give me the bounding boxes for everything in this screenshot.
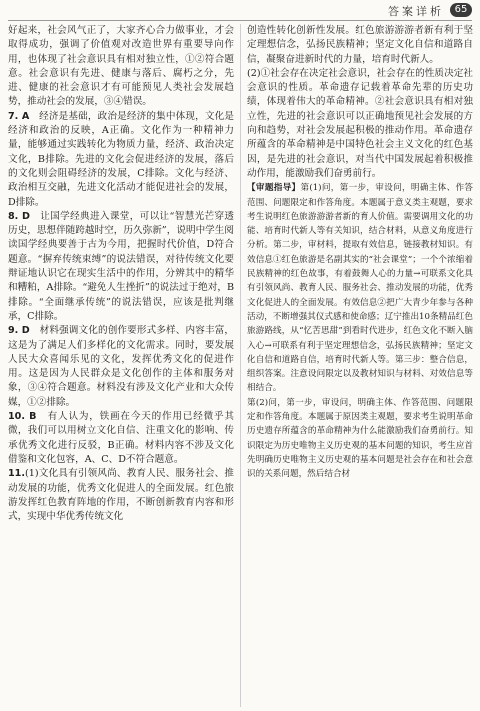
answer-text: (1)文化具有引领风尚、教育人民、服务社会、推动发展的功能，优秀文化促进人的全面发展。红色旅游发挥红色教育阵地的作用，不断创新教育内容和形式，实现中华优秀传统文化 <box>8 468 234 523</box>
header-title: 答案详析 <box>388 5 444 18</box>
answer-number: 11. <box>8 468 25 480</box>
paragraph-continued: 好起来，社会风气正了，大家齐心合力做事业，才会取得成功，强调了价值观对改造世界有重要导向作用，也体现了社会意识具有相对独立性，①②符合题意。社会意识有先进、健康与落后、腐朽之分，先进、健康的社会意识才有可能预见人类社会发展趋势，推动社会的发展，③④错误。 <box>8 25 234 108</box>
answer-7 <box>8 110 234 210</box>
left-column <box>8 24 234 707</box>
answer-9 <box>8 324 234 410</box>
paragraph-continued: 创造性转化创新性发展。红色旅游游游者新有利于坚定理想信念，弘扬民族精神；坚定文化自信和道路自信，凝聚奋进新时代的力量，培育时代新人。 <box>247 25 473 65</box>
answer-text: 经济是基础，政治是经济的集中体现，文化是经济和政治的反映，A正确。文化作为一种精神力量，能够通过实践转化为物质力量，经济、政治决定文化，B排除。先进的文化会促进经济的发展，落后的文化则会阻碍经济的发展，C排除。文化与经济、政治相互交融，先进文化活动才能促进社会的发展，D排除。 <box>8 110 234 208</box>
header-rule <box>8 20 472 21</box>
answer-11 <box>8 467 234 524</box>
answer-10 <box>8 410 234 467</box>
right-column <box>247 24 473 707</box>
review-guidance <box>247 181 473 395</box>
answer-number: 9. D <box>8 325 30 337</box>
answer-number: 10. B <box>8 411 37 423</box>
answer-text: 材料强调文化的创作要形式多样、内容丰富，这是为了满足人们多样化的文化需求。同时，要发展人民大众喜闻乐见的文化，发挥优秀文化的促进作用。这是因为人民群众是文化创作的主体和服务对象，③④符合题意。材料没有涉及文化产业和大众传媒，①②排除。 <box>8 325 234 408</box>
answer-text: 有人认为，铁画在今天的作用已经微乎其微，我们可以用树立文化自信、注重文化的影响、传承优秀文化进行反驳，B正确。材料内容不涉及文化借鉴和文化包容，A、C、D不符合题意。 <box>8 411 234 465</box>
column-divider <box>240 24 241 707</box>
answer-number: 7. A <box>8 110 30 122</box>
review-guidance-text: 第(1)问，第一步，审设问，明确主体、作答范围、问题限定和作答角度。本题属于意义类主观题，要求考生说明红色旅游游游者新的育人价值。需要调用文化的功能、培育时代新人等有关知识，结合材料，从意义角度进行分析。第二步，审材料，提取有效信息，链接教材知识。有效信息①红色旅游是名副其实的“社会课堂”；一个个浓缩着民族精神的红色故事，有着鼓舞人心的力量→可联系文化具有引领风尚、教育人民、服务社会、推动发展的功能，优秀文化促进人的全面发展。有效信息②把广大青少年参与各种活动，不断增强其仪式感和使命感；辽宁推出10条精品红色旅游路线，从“忆苦思甜”到看时代进步，红色文化不断入脑入心→可联系有利于坚定理想信念，弘扬民族精神；坚定文化自信和道路自信，培育时代新人等。第三步：整合信息，组织答案。注意设问限定以及教材知识与材料、对效信息等相结合。 <box>247 183 473 394</box>
page-header <box>0 0 480 22</box>
review-guidance-part-2: 第(2)问，第一步，审设问，明确主体、作答范围、问题限定和作答角度。本题属于原因类主观题，要求考生说明革命历史遗存所蕴含的革命精神为什么能激励我们奋勇前行。知识限定为历史唯物主义历史观的基本问题的知识，考生应首先明确历史唯物主义历史观的基本问题是社会存在和社会意识的关系问题，然后结合材 <box>247 397 473 480</box>
page-number-badge: 65 <box>450 3 472 17</box>
answer-number: 8. D <box>8 210 30 222</box>
answer-11-part-2: (2)①社会存在决定社会意识，社会存在的性质决定社会意识的性质。革命遗存记载着革命先辈的历史功绩，体现着伟大的革命精神。②社会意识具有相对独立性，先进的社会意识可以正确地预见社会发展的方向和趋势，对社会发展起积极的推动作用。革命遗存所蕴含的革命精神是中国特色社会主义文化的红色基因，是先进的社会意识，对当代中国发展起着积极推动作用，能激励我们奋勇前行。 <box>247 67 473 179</box>
answer-8 <box>8 210 234 324</box>
answer-text: 让国学经典进入课堂，可以让“智慧光芒穿透历史，思想伴随跨越时空，历久弥新”，说明中学生阅读国学经典要善于古为今用，把握时代价值，D符合题意。“摒弃传统束缚”的说法错误，对待传统文化要辩证地认识它在现实生活中的作用，分辨其中的精华和糟粕，A排除。“避免人生挫折”的说法过于绝对，B排除。“全面继承传统”的说法错误，应该是批判继承，C排除。 <box>8 210 234 322</box>
review-guidance-label: 【审题指导】 <box>247 183 301 194</box>
